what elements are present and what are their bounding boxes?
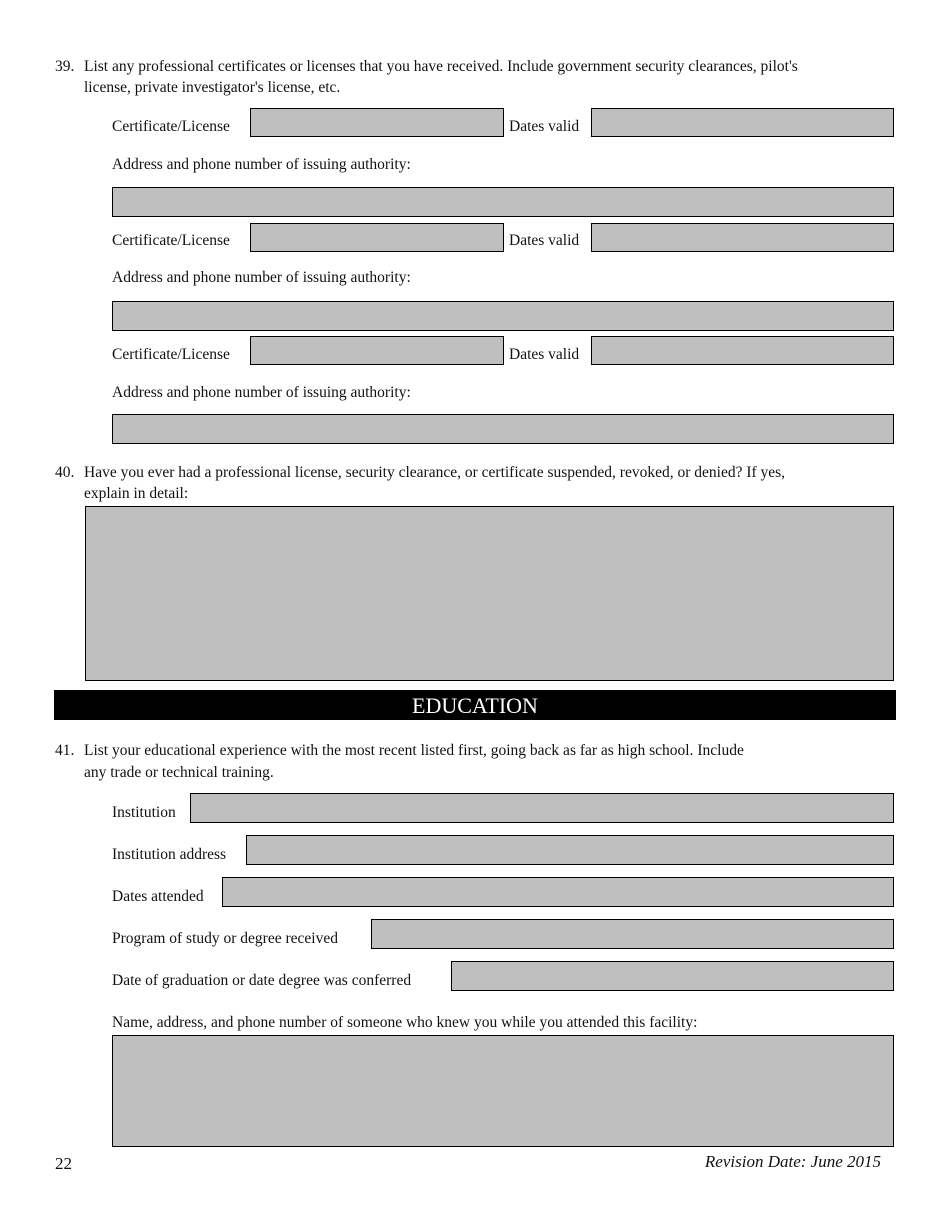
- issuing-authority-field-1[interactable]: [112, 187, 894, 217]
- certificate-label-1: Certificate/License: [112, 118, 230, 135]
- certificate-label-2: Certificate/License: [112, 232, 230, 249]
- certificate-field-1[interactable]: [250, 108, 504, 137]
- question-39-number: 39.: [55, 58, 75, 75]
- question-41-text-line1: List your educational experience with the most recent listed first, going back as far as high school. Include: [84, 742, 744, 759]
- reference-contact-field[interactable]: [112, 1035, 894, 1147]
- question-41-number: 41.: [55, 742, 75, 759]
- dates-valid-field-2[interactable]: [591, 223, 894, 252]
- graduation-date-label: Date of graduation or date degree was conferred: [112, 972, 412, 989]
- question-41-text-line2: any trade or technical training.: [84, 764, 274, 781]
- question-39-text-line2: license, private investigator's license, etc.: [84, 79, 341, 96]
- program-of-study-field[interactable]: [371, 919, 894, 949]
- dates-valid-label-3: Dates valid: [509, 346, 580, 363]
- issuing-authority-field-3[interactable]: [112, 414, 894, 444]
- page-number: 22: [55, 1154, 72, 1173]
- certificate-field-2[interactable]: [250, 223, 504, 252]
- issuing-authority-label-3: Address and phone number of issuing authority:: [112, 384, 411, 401]
- question-40-text-line1: Have you ever had a professional license, security clearance, or certificate suspended, revoked, or denied? If yes,: [84, 464, 786, 481]
- institution-field[interactable]: [190, 793, 894, 823]
- education-section-header: EDUCATION: [54, 690, 896, 720]
- issuing-authority-label-2: Address and phone number of issuing authority:: [112, 269, 411, 286]
- question-40-number: 40.: [55, 464, 75, 481]
- question-39-text-line1: List any professional certificates or licenses that you have received. Include government security clearances, pilot's: [84, 58, 798, 75]
- reference-contact-label: Name, address, and phone number of someone who knew you while you attended this facility:: [112, 1014, 698, 1031]
- certificate-label-3: Certificate/License: [112, 346, 230, 363]
- institution-label: Institution: [112, 804, 176, 821]
- institution-address-label: Institution address: [112, 846, 227, 863]
- dates-attended-field[interactable]: [222, 877, 894, 907]
- question-40-text-line2: explain in detail:: [84, 485, 189, 502]
- revision-date: Revision Date: June 2015: [704, 1152, 881, 1171]
- certificate-field-3[interactable]: [250, 336, 504, 365]
- dates-valid-label-2: Dates valid: [509, 232, 580, 249]
- graduation-date-field[interactable]: [451, 961, 894, 991]
- dates-valid-label-1: Dates valid: [509, 118, 580, 135]
- dates-valid-field-1[interactable]: [591, 108, 894, 137]
- license-suspension-explanation-field[interactable]: [85, 506, 894, 681]
- institution-address-field[interactable]: [246, 835, 894, 865]
- dates-valid-field-3[interactable]: [591, 336, 894, 365]
- issuing-authority-label-1: Address and phone number of issuing authority:: [112, 156, 411, 173]
- issuing-authority-field-2[interactable]: [112, 301, 894, 331]
- program-of-study-label: Program of study or degree received: [112, 930, 338, 947]
- dates-attended-label: Dates attended: [112, 888, 204, 905]
